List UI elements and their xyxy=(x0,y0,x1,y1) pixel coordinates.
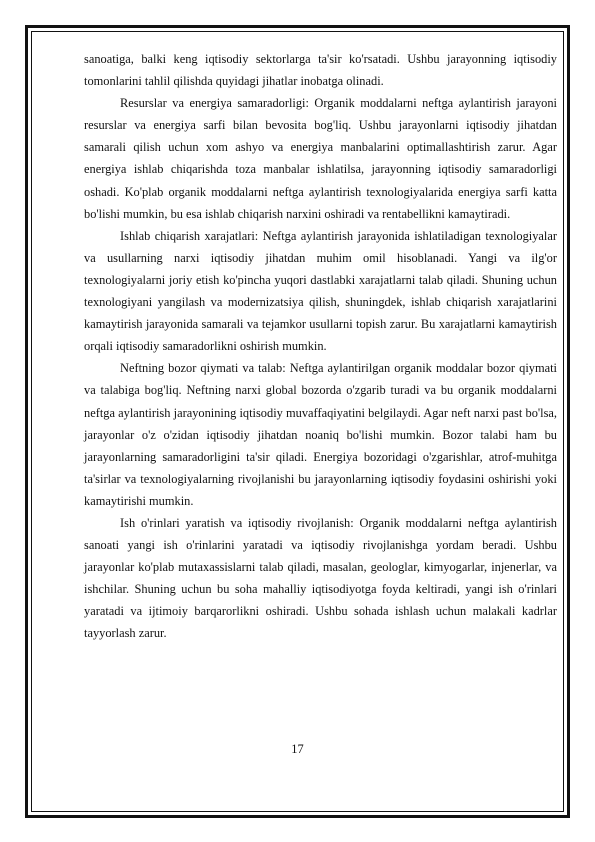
page-number: 17 xyxy=(291,742,304,756)
paragraph-continuation: sanoatiga, balki keng iqtisodiy sektorlarga ta'sir ko'rsatadi. Ushbu jarayonning iqtisodiy tomonlarini tahlil qilishda quyidagi jihatlar inobatga olinadi. xyxy=(84,52,557,89)
document-body xyxy=(84,48,557,645)
paragraph-resource-efficiency: Resurslar va energiya samaradorligi: Organik moddalarni neftga aylantirish jarayoni resurslar va energiya sarfi bilan bevosita bog'liq. Ushbu jarayonlarni iqtisodiy jihatdan samarali qilish uchun xom ashyo va energiya manbalarini optimallashtirish zarur. Agar energiya ishlab chiqarishda toza manbalar ishlatilsa, jarayonning iqtisodiy samaradorligi oshadi. Ko'plab organik moddalarni neftga aylantirish texnologiyalarida energiya sarfi katta bo'lishi mumkin, bu esa ishlab chiqarish narxini oshiradi va rentabellikni kamaytiradi. xyxy=(84,96,557,221)
paragraph-production-costs: Ishlab chiqarish xarajatlari: Neftga aylantirish jarayonida ishlatiladigan texnologiyalar va usullarning narxi iqtisodiy jihatdan muhim omil hisoblanadi. Yangi va ilg'or texnologiyalarni joriy etish ko'pincha yuqori dastlabki xarajatlarni talab qiladi. Shuning uchun texnologiyani yangilash va modernizatsiya qilish, shuningdek, ishlab chiqarish xarajatlarini kamaytirish jarayonida samarali va tejamkor usullarni topish zarur. Bu xarajatlarni kamaytirish orqali iqtisodiy samaradorlikni oshirish mumkin. xyxy=(84,228,557,354)
paragraph-market-value: Neftning bozor qiymati va talab: Neftga aylantirilgan organik moddalar bozor qiymati va talabiga bog'liq. Neftning narxi global bozorda o'zgarib turadi va bu organik moddalarni neftga aylantirish jarayonining iqtisodiy muvaffaqiyatini belgilaydi. Agar neft narxi past bo'lsa, jarayonlar o'z o'zidan iqtisodiy jihatdan noaniq bo'lishi mumkin. Bozor talabi ham bu jarayonlarning samaradorligini ta'sir qiladi. Energiya bozoridagi o'zgarishlar, atrof-muhitga ta'sirlar va texnologiyalarning rivojlanishi bu jarayonlarning iqtisodiy foydasini oshirishi yoki kamaytirishi mumkin. xyxy=(84,361,557,508)
paragraph-job-creation: Ish o'rinlari yaratish va iqtisodiy rivojlanish: Organik moddalarni neftga aylantirish sanoati yangi ish o'rinlarini yaratadi va iqtisodiy rivojlanishga yordam beradi. Ushbu jarayonlar ko'plab mutaxassislarni talab qiladi, masalan, geologlar, kimyogarlar, injenerlar, va ishchilar. Shuning uchun bu soha mahalliy iqtisodiyotga foyda keltiradi, yangi ish o'rinlari yaratadi va ijtimoiy barqarorlikni oshiradi. Ushbu sohada ishlash uchun malakali kadrlar tayyorlash zarur. xyxy=(84,515,557,641)
